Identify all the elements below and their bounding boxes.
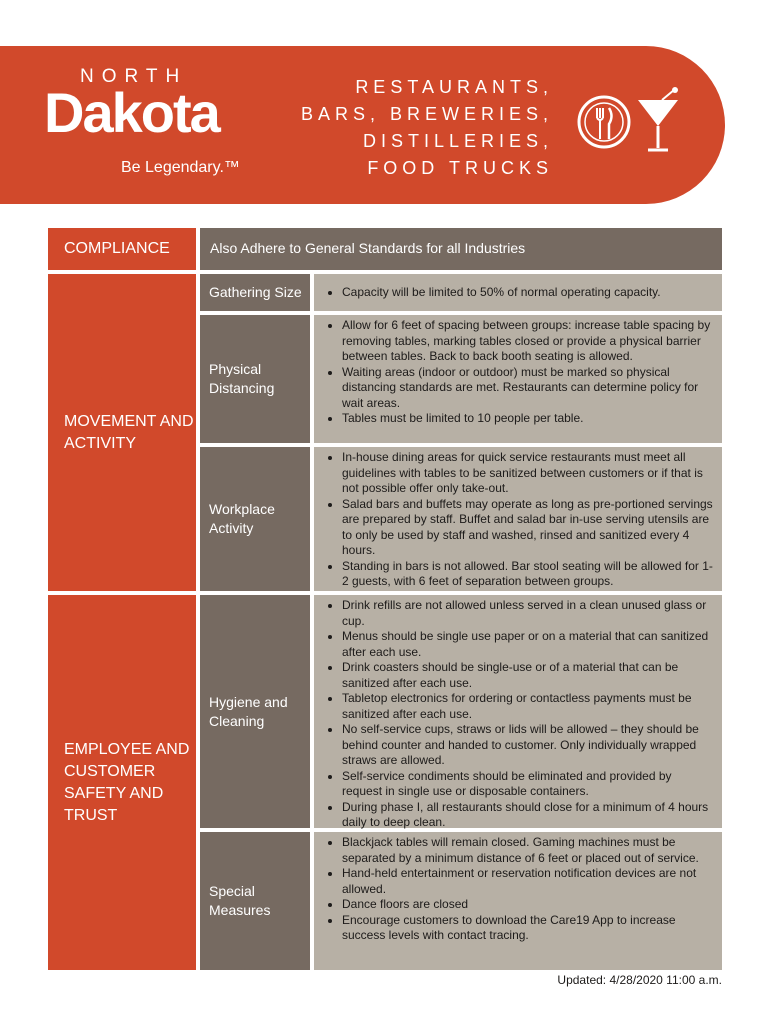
list-item: • Encourage customers to download the Care19 App to increase success levels with contact tracing.: [342, 913, 714, 944]
list-item: • Salad bars and buffets may operate as long as pre-portioned servings are prepared by staff. Buffet and salad bar in-use serving utensils are to only be used by staff and washed, rinsed and sanitized every 4 hours.: [342, 497, 714, 559]
list-item: • In-house dining areas for quick service restaurants must meet all guidelines with tables to be sanitized between customers or if that is not possible offer only take-out.: [342, 450, 714, 497]
title-line: DISTILLERIES,: [362, 131, 553, 151]
logo-tagline: Be Legendary.™: [121, 159, 240, 176]
hygiene-cleaning-rules: [314, 595, 722, 828]
header-icons: [576, 86, 686, 156]
title-line: FOOD TRUCKS: [367, 158, 553, 178]
list-item: • Standing in bars is not allowed. Bar stool seating will be allowed for 1-2 guests, with 6 feet of separation between groups.: [342, 559, 714, 590]
workplace-activity-rules: [314, 447, 722, 591]
section-movement-activity: MOVEMENT AND ACTIVITY: [48, 274, 196, 591]
section-employee-customer-safety: EMPLOYEE AND CUSTOMER SAFETY AND TRUST: [48, 595, 196, 970]
header-banner: [0, 46, 725, 204]
plate-fork-knife-icon: [579, 97, 629, 147]
list-item: • Dance floors are closed: [342, 897, 714, 913]
title-line: RESTAURANTS,: [355, 77, 553, 97]
special-measures-rules: [314, 832, 722, 970]
list-item: • Tables must be limited to 10 people per table.: [342, 411, 714, 427]
gathering-size-rules: [314, 274, 722, 311]
category-hygiene-cleaning: Hygiene and Cleaning: [200, 595, 310, 828]
list-item: • Allow for 6 feet of spacing between groups: increase table spacing by removing tables, marking tables closed or provide a physical barrier between tables. Back to back booth seating is allowed.: [342, 318, 714, 365]
list-item: • Tabletop electronics for ordering or contactless payments must be sanitized after each use.: [342, 691, 714, 722]
category-special-measures: Special Measures: [200, 832, 310, 970]
category-workplace-activity: Workplace Activity: [200, 447, 310, 591]
title-line: BARS, BREWERIES,: [300, 104, 553, 124]
general-standards-header: Also Adhere to General Standards for all Industries: [200, 228, 722, 270]
list-item: • Menus should be single use paper or on a material that can sanitized after each use.: [342, 629, 714, 660]
category-gathering-size: Gathering Size: [200, 274, 310, 311]
list-item: • Self-service condiments should be eliminated and provided by request in single use or disposable containers.: [342, 769, 714, 800]
category-physical-distancing: Physical Distancing: [200, 315, 310, 443]
list-item: • Blackjack tables will remain closed. Gaming machines must be separated by a minimum distance of 6 feet or placed out of service.: [342, 835, 714, 866]
physical-distancing-rules: [314, 315, 722, 443]
list-item: • Capacity will be limited to 50% of normal operating capacity.: [342, 285, 661, 301]
list-item: • During phase I, all restaurants should close for a minimum of 4 hours daily to deep clean.: [342, 800, 714, 831]
compliance-header: COMPLIANCE: [48, 228, 196, 270]
list-item: • Drink refills are not allowed unless served in a clean unused glass or cup.: [342, 598, 714, 629]
page-title: [301, 74, 553, 182]
logo-dakota: Dakota: [44, 81, 219, 144]
list-item: • Waiting areas (indoor or outdoor) must be marked so physical distancing standards are met. Restaurants can determine policy for wait areas.: [342, 365, 714, 412]
logo-north: NORTH: [80, 66, 188, 87]
cocktail-glass-icon: [638, 87, 678, 150]
list-item: • Hand-held entertainment or reservation notification devices are not allowed.: [342, 866, 714, 897]
list-item: • Drink coasters should be single-use or of a material that can be sanitized after each use.: [342, 660, 714, 691]
updated-timestamp: Updated: 4/28/2020 11:00 a.m.: [557, 973, 722, 987]
list-item: • No self-service cups, straws or lids will be allowed – they should be behind counter and handed to customer. Only individually wrapped straws are allowed.: [342, 722, 714, 769]
